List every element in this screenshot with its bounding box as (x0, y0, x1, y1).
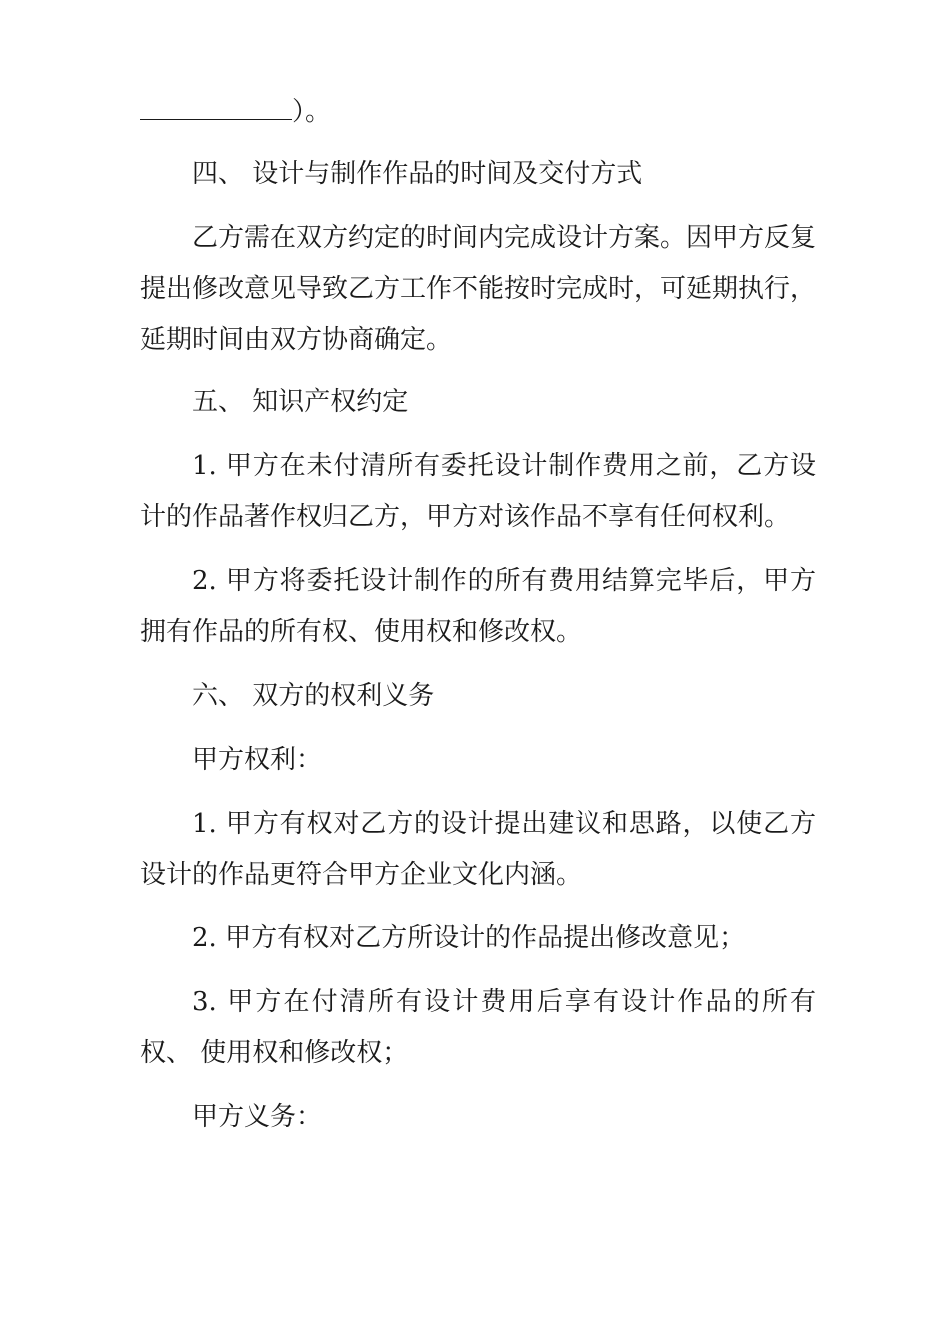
paragraph-line: 1. 甲方有权对乙方的设计提出建议和思路，以使乙方 (192, 809, 816, 839)
paragraph-line: 提出修改意见导致乙方工作不能按时完成时，可延期执行， (140, 274, 817, 304)
subheading-party-a-duties: 甲方义务： (192, 1102, 323, 1132)
paragraph-line: 乙方需在双方约定的时间内完成设计方案。因甲方反复 (192, 223, 817, 253)
paragraph-line: 计的作品著作权归乙方，甲方对该作品不享有任何权利。 (140, 502, 791, 532)
paragraph-line: 2. 甲方有权对乙方所设计的作品提出修改意见； (192, 923, 746, 953)
paragraph-line: 延期时间由双方协商确定。 (140, 325, 453, 355)
fill-in-blank (140, 99, 292, 120)
paragraph-line: 3. 甲方在付清所有设计费用后享有设计作品的所有 (192, 987, 816, 1017)
paragraph-line: 拥有作品的所有权、使用权和修改权。 (140, 617, 583, 647)
section-6-heading: 六、 双方的权利义务 (192, 681, 435, 711)
paragraph-line: 设计的作品更符合甲方企业文化内涵。 (140, 860, 583, 890)
section-4-heading: 四、 设计与制作作品的时间及交付方式 (192, 159, 643, 189)
section-5-heading: 五、 知识产权约定 (192, 387, 409, 417)
paragraph-line: 权、 使用权和修改权； (140, 1038, 409, 1068)
paragraph-line: 1. 甲方在未付清所有委托设计制作费用之前，乙方设 (192, 451, 816, 481)
paragraph-line: 2. 甲方将委托设计制作的所有费用结算完毕后，甲方 (192, 566, 816, 596)
subheading-party-a-rights: 甲方权利： (192, 745, 323, 775)
closing-paren-text: ）。 (292, 97, 332, 127)
blank-line (140, 96, 331, 128)
